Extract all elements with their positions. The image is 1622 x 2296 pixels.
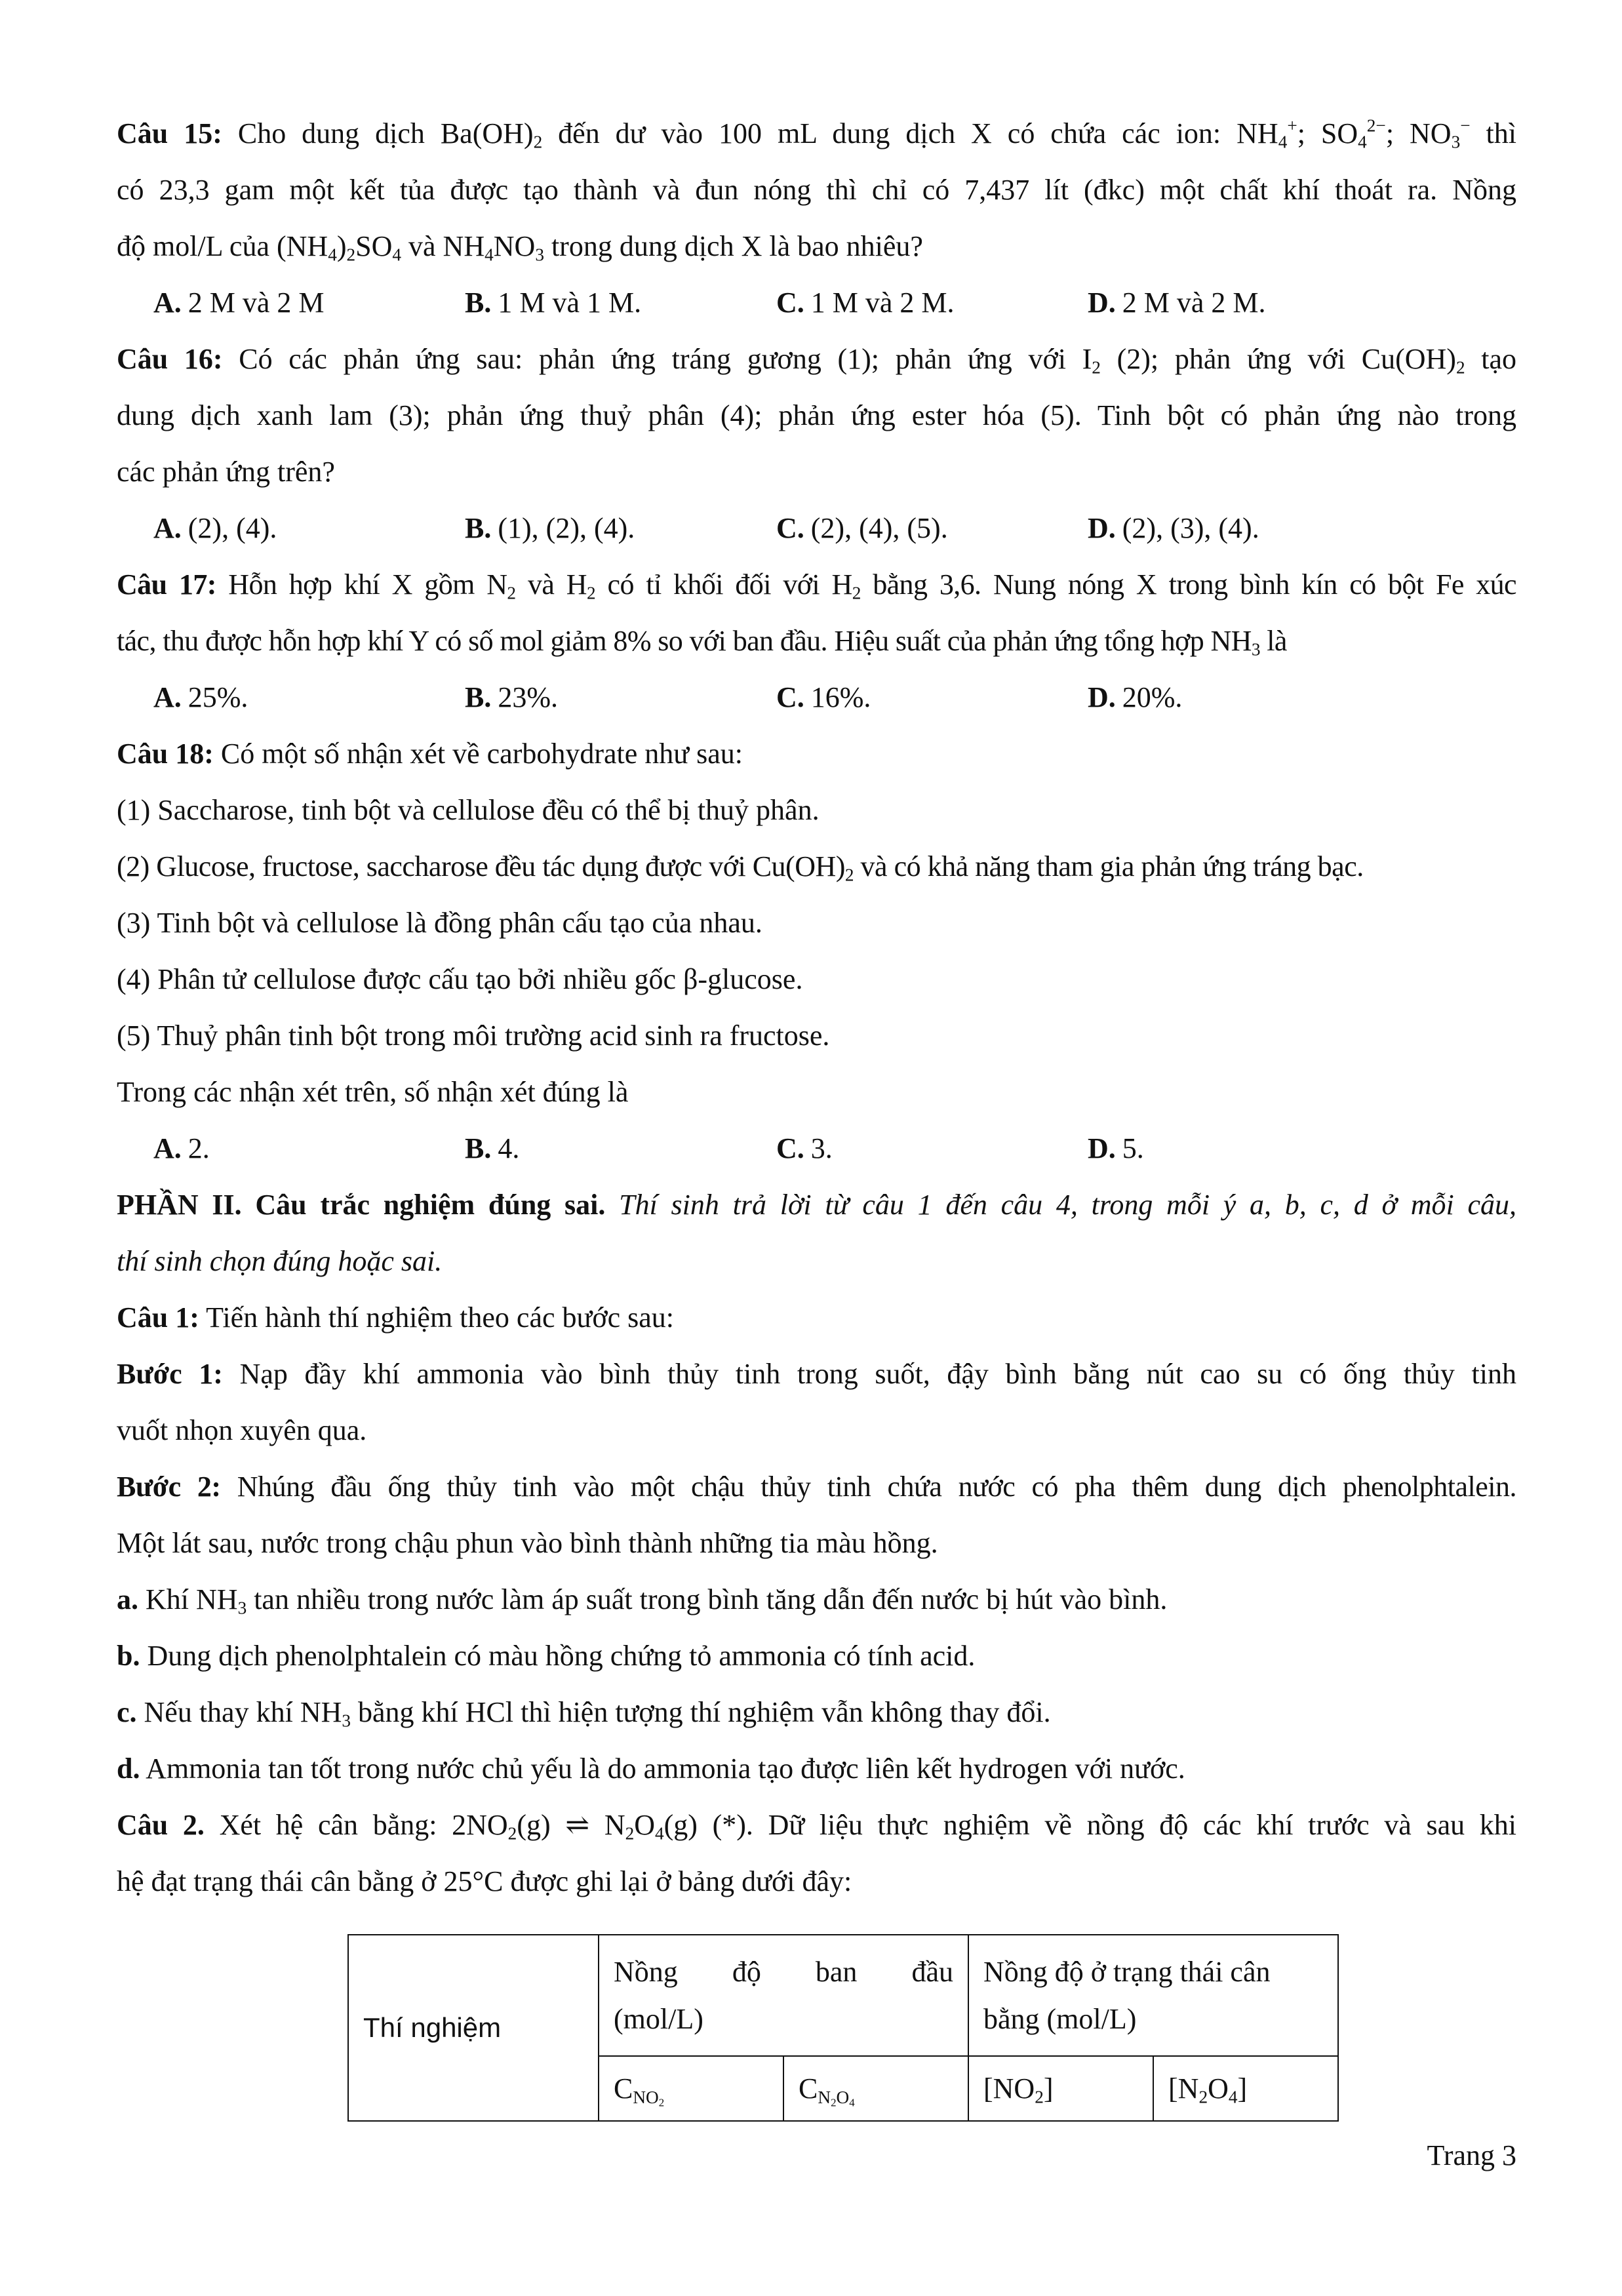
q16-line-1: Câu 16: Có các phản ứng sau: phản ứng tráng gương (1); phản ứng với $I_2$ (2); phản ứng với $Cu(OH)_2$ tạo <box>117 343 1517 378</box>
cell-c-no2: $C_{NO_2}$ <box>599 2056 783 2121</box>
option-d: D. 2 M và 2 M. <box>1088 287 1266 319</box>
header-initial-conc: Nồng độ ban đầu (mol/L) <box>599 1935 968 2056</box>
q16-line-3: các phản ứng trên? <box>117 456 335 488</box>
c2-line-1: Câu 2. Xét hệ cân bằng: $2NO_2(g)$ ⇌ $N_2O_4(g)$ (*). Dữ liệu thực nghiệm về nồng độ các khí trước và sau khi <box>117 1809 1517 1844</box>
q18-statement-2: (2) Glucose, fructose, saccharose đều tác dụng được với $Cu(OH)_2$ và có khả năng tham gia phản ứng tráng bạc. <box>117 850 1364 885</box>
q15-line-1: Câu 15: Cho dung dịch $Ba(OH)_2$ đến dư vào 100 mL dung dịch X có chứa các ion: $NH_4^+$; $SO_4^{2-}$; $NO_3^-$ thì <box>117 115 1517 152</box>
option-c: C. 3. <box>776 1132 833 1164</box>
q15-line-2: có 23,3 gam một kết tủa được tạo thành và đun nóng thì chỉ có 7,437 lít (đkc) một chất khí thoát ra. Nồng <box>117 174 1516 206</box>
q17-label: Câu 17: <box>117 568 216 601</box>
q18-statement-3: (3) Tinh bột và cellulose là đồng phân cấu tạo của nhau. <box>117 907 762 939</box>
option-a: A. 25%. <box>153 681 248 713</box>
c1-step-2: Bước 2: Nhúng đầu ống thủy tinh vào một chậu thủy tinh chứa nước có pha thêm dung dịch phenolphtalein. <box>117 1471 1516 1503</box>
q18-statement-4: (4) Phân tử cellulose được cấu tạo bởi nhiều gốc β-glucose. <box>117 963 803 995</box>
option-a: A. 2 M và 2 M <box>153 287 325 319</box>
q17-line-2: tác, thu được hỗn hợp khí Y có số mol giảm 8% so với ban đầu. Hiệu suất của phản ứng tổng hợp $NH_3$ là <box>117 625 1287 660</box>
option-a: A. (2), (4). <box>153 512 277 544</box>
c1-step-2-cont: Một lát sau, nước trong chậu phun vào bình thành những tia màu hồng. <box>117 1527 938 1559</box>
q18-statement-5: (5) Thuỷ phân tinh bột trong môi trường acid sinh ra fructose. <box>117 1019 830 1052</box>
q18-statement-1: (1) Saccharose, tinh bột và cellulose đều có thể bị thuỷ phân. <box>117 794 820 826</box>
part2-instruction: thí sinh chọn đúng hoặc sai. <box>117 1245 443 1277</box>
q15-label: Câu 15: <box>117 117 222 149</box>
q15-line-3: độ mol/L của $(NH_4)_2SO_4$ và $NH_4NO_3$ trong dung dịch X là bao nhiêu? <box>117 230 923 265</box>
c1-statement-b: b. Dung dịch phenolphtalein có màu hồng chứng tỏ ammonia có tính acid. <box>117 1640 976 1672</box>
c1-step-1-cont: vuốt nhọn xuyên qua. <box>117 1414 367 1446</box>
option-b: B. (1), (2), (4). <box>465 512 635 544</box>
q18-question: Trong các nhận xét trên, số nhận xét đúng là <box>117 1076 629 1108</box>
option-b: B. 1 M và 1 M. <box>465 287 642 319</box>
q18-label: Câu 18: <box>117 738 214 770</box>
c1-statement-d: d. Ammonia tan tốt trong nước chủ yếu là do ammonia tạo được liên kết hydrogen với nước. <box>117 1752 1185 1785</box>
option-b: B. 23%. <box>465 681 559 713</box>
q17-line-1: Câu 17: Hỗn hợp khí X gồm $N_2$ và $H_2$ có tỉ khối đối với $H_2$ bằng 3,6. Nung nóng X trong bình kín có bột Fe xúc <box>117 568 1516 603</box>
option-d: D. (2), (3), (4). <box>1088 512 1259 544</box>
q18-line-1: Câu 18: Có một số nhận xét về carbohydrate như sau: <box>117 738 743 770</box>
cell-eq-n2o4: $[N_2O_4]$ <box>1153 2056 1338 2121</box>
option-b: B. 4. <box>465 1132 520 1164</box>
option-d: D. 5. <box>1088 1132 1144 1164</box>
cell-c-n2o4: $C_{N_2O_4}$ <box>783 2056 968 2121</box>
c2-label: Câu 2. <box>117 1809 205 1841</box>
part2-heading: PHẦN II. Câu trắc nghiệm đúng sai. Thí sinh trả lời từ câu 1 đến câu 4, trong mỗi ý a, b, c, d ở mỗi câu, <box>117 1189 1517 1221</box>
c1-statement-c: c. Nếu thay khí $NH_3$ bằng khí HCl thì hiện tượng thí nghiệm vẫn không thay đổi. <box>117 1696 1051 1731</box>
q16-line-2: dung dịch xanh lam (3); phản ứng thuỷ phân (4); phản ứng ester hóa (5). Tinh bột có phản ứng nào trong <box>117 399 1516 431</box>
q16-label: Câu 16: <box>117 343 223 375</box>
c1-statement-a: a. Khí $NH_3$ tan nhiều trong nước làm áp suất trong bình tăng dẫn đến nước bị hút vào bình. <box>117 1583 1168 1618</box>
equilibrium-table <box>347 1934 1339 2122</box>
option-c: C. (2), (4), (5). <box>776 512 948 544</box>
option-a: A. 2. <box>153 1132 210 1164</box>
header-equilibrium-conc: Nồng độ ở trạng thái cân bằng (mol/L) <box>968 1935 1338 2056</box>
c1-label: Câu 1: <box>117 1301 199 1334</box>
page-number: Trang 3 <box>1427 2139 1516 2171</box>
option-c: C. 16%. <box>776 681 871 713</box>
option-c: C. 1 M và 2 M. <box>776 287 955 319</box>
option-d: D. 20%. <box>1088 681 1183 713</box>
c2-line-2: hệ đạt trạng thái cân bằng ở 25°C được ghi lại ở bảng dưới đây: <box>117 1865 852 1897</box>
col-experiment: Thí nghiệm <box>348 1935 599 2121</box>
c1-step-1: Bước 1: Nạp đầy khí ammonia vào bình thủy tinh trong suốt, đậy bình bằng nút cao su có ống thủy tinh <box>117 1358 1517 1390</box>
cell-eq-no2: $[NO_2]$ <box>968 2056 1153 2121</box>
c1-line-1: Câu 1: Tiến hành thí nghiệm theo các bước sau: <box>117 1301 675 1334</box>
